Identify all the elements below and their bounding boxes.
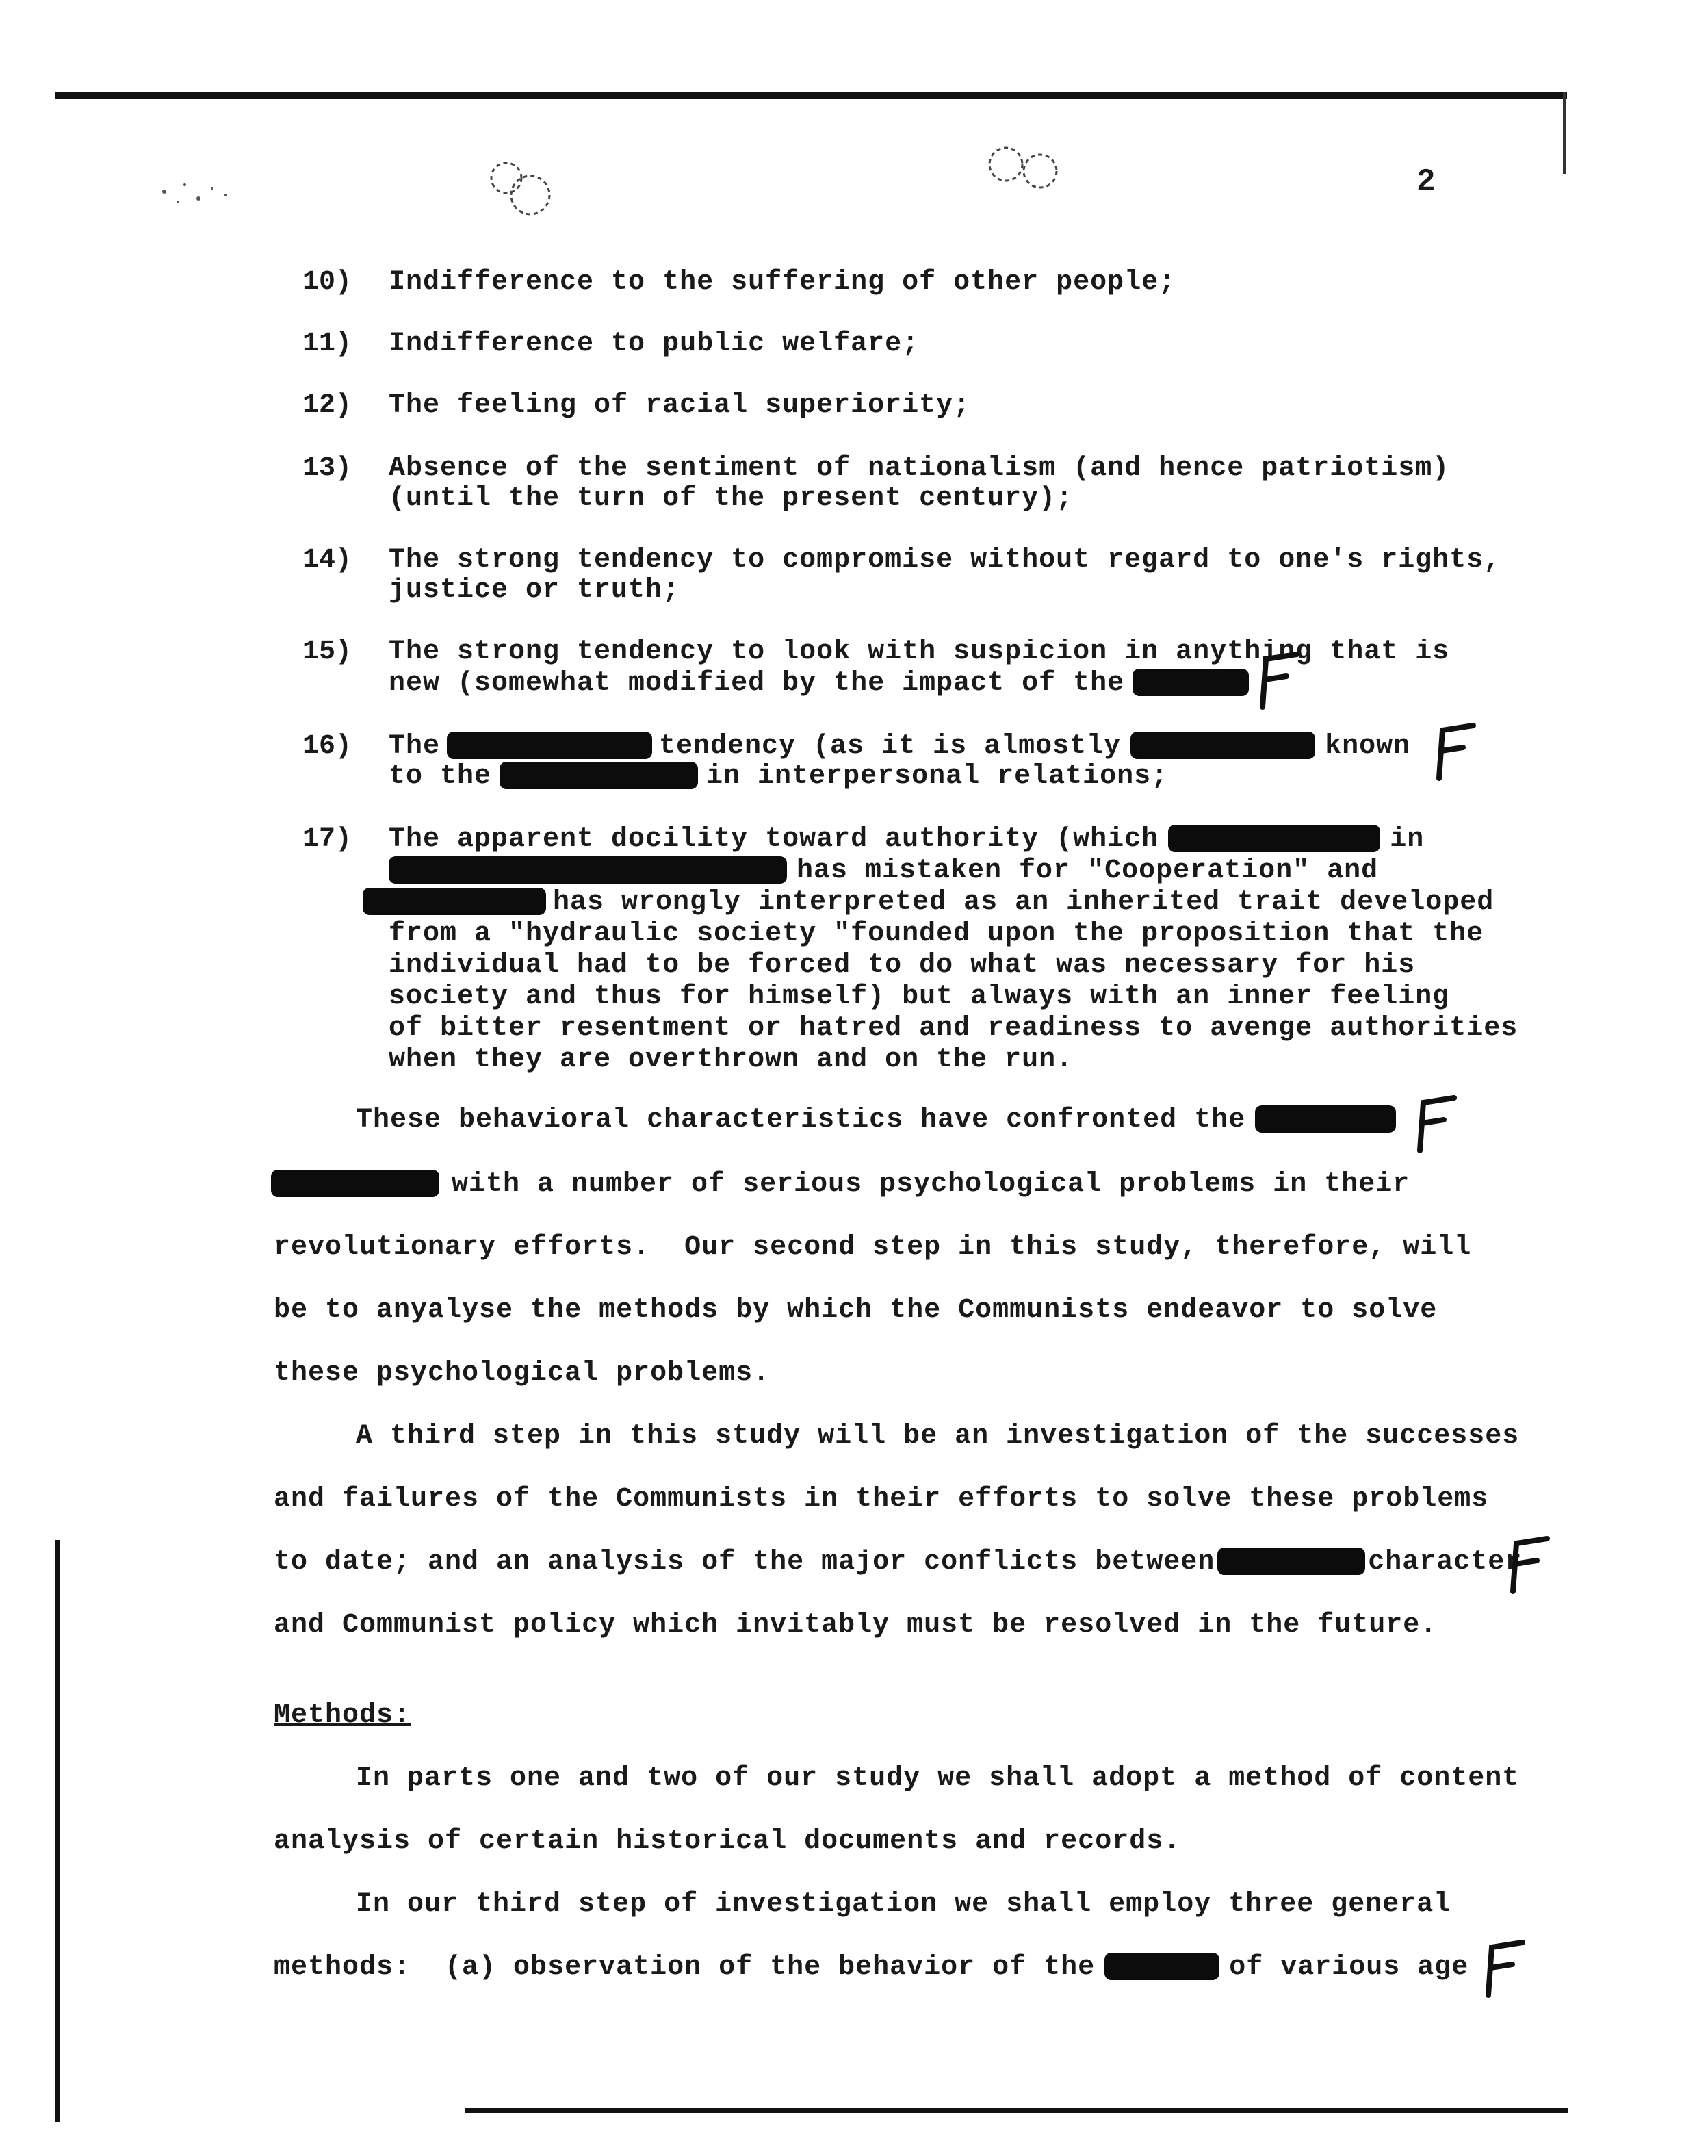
redaction-block — [447, 732, 652, 759]
redaction-block — [363, 888, 546, 915]
list-item-text: Indifference to public welfare; — [389, 329, 920, 359]
redaction-block — [389, 856, 787, 884]
list-item-text — [389, 731, 1410, 762]
handwritten-f-mark — [1478, 1937, 1526, 1999]
list-item-text: The strong tendency to look with suspicion in anything that is — [389, 637, 1450, 667]
paragraph-line — [356, 1105, 1396, 1136]
list-item-fragment: new (somewhat modified by the impact of the — [389, 668, 1125, 699]
redaction-block — [1168, 825, 1380, 852]
paragraph-line — [271, 1169, 1410, 1201]
list-item-fragment: The apparent docility toward authority (which — [389, 824, 1159, 855]
list-item-fragment: in — [1390, 824, 1425, 855]
section-heading: Methods: — [274, 1700, 411, 1731]
handwritten-f-mark — [1410, 1092, 1458, 1154]
handwritten-f-mark — [1429, 720, 1477, 782]
list-item-text: when they are overthrown and on the run. — [389, 1044, 1074, 1075]
list-number: 10) — [302, 267, 352, 298]
list-item-text: justice or truth; — [389, 575, 680, 606]
paragraph-fragment: character — [1368, 1547, 1523, 1578]
paragraph-fragment: of various age — [1229, 1952, 1469, 1983]
list-number: 13) — [302, 453, 352, 484]
left-border-line — [55, 1540, 60, 2122]
list-item-fragment: to the — [389, 761, 492, 792]
list-number: 15) — [302, 637, 352, 667]
redaction-block — [1217, 1548, 1365, 1575]
handwritten-f-mark — [1503, 1533, 1551, 1595]
paragraph-line — [274, 1547, 1522, 1578]
list-item-text — [389, 856, 1378, 887]
list-item-text: Indifference to the suffering of other people; — [389, 267, 1176, 298]
list-item-text: The feeling of racial superiority; — [389, 390, 971, 421]
paragraph-line: be to anyalyse the methods by which the Communists endeavor to solve — [274, 1295, 1438, 1326]
list-item-text — [389, 761, 1168, 793]
paragraph-fragment: methods: (a) observation of the behavior of the — [274, 1952, 1096, 1983]
punch-hole-mark — [472, 151, 568, 226]
paragraph-line: and Communist policy which invitably must be resolved in the future. — [274, 1610, 1438, 1641]
paragraph-fragment: to date; and an analysis of the major conflicts between — [274, 1547, 1215, 1578]
redaction-block — [271, 1170, 439, 1197]
page-number: 2 — [1416, 164, 1436, 200]
list-number: 17) — [302, 824, 352, 855]
paragraph-line — [274, 1952, 1468, 1984]
list-item-text — [363, 887, 1494, 919]
list-number: 16) — [302, 731, 352, 762]
list-item-text: of bitter resentment or hatred and readiness to avenge authorities — [389, 1013, 1518, 1044]
list-item-text: The strong tendency to compromise without regard to one's rights, — [389, 545, 1501, 576]
list-item-text: (until the turn of the present century); — [389, 483, 1074, 514]
paragraph-fragment: These behavioral characteristics have confronted the — [356, 1105, 1246, 1135]
paragraph-line: revolutionary efforts. Our second step in this study, therefore, will — [274, 1232, 1472, 1263]
top-border-line — [55, 92, 1567, 99]
redaction-block — [1130, 732, 1315, 759]
list-item-fragment: The — [389, 731, 441, 762]
paragraph-line: and failures of the Communists in their efforts to solve these problems — [274, 1484, 1489, 1515]
list-item-text — [389, 824, 1424, 856]
list-item-fragment: tendency (as it is almostly — [659, 731, 1122, 762]
bottom-border-line — [465, 2108, 1568, 2113]
scan-noise — [137, 164, 246, 219]
paragraph-line: analysis of certain historical documents and records. — [274, 1826, 1181, 1857]
paragraph-fragment: with a number of serious psychological problems in their — [452, 1169, 1410, 1200]
list-item-text: individual had to be forced to do what was necessary for his — [389, 950, 1416, 981]
list-item-fragment: known — [1325, 731, 1411, 762]
list-item-fragment: has mistaken for "Cooperation" and — [797, 856, 1379, 886]
paragraph-line: In parts one and two of our study we shall adopt a method of content — [356, 1763, 1520, 1794]
list-item-text: Absence of the sentiment of nationalism (and hence patriotism) — [389, 453, 1450, 484]
paragraph-line: In our third step of investigation we shall employ three general — [356, 1889, 1451, 1920]
right-edge-mark — [1563, 92, 1566, 174]
redaction-block — [1104, 1953, 1219, 1980]
punch-hole-mark — [972, 137, 1081, 205]
list-item-text: society and thus for himself) but always with an inner feeling — [389, 981, 1450, 1012]
list-number: 11) — [302, 329, 352, 359]
list-number: 14) — [302, 545, 352, 576]
list-number: 12) — [302, 390, 352, 421]
list-item-fragment: in interpersonal relations; — [706, 761, 1169, 792]
paragraph-line: these psychological problems. — [274, 1358, 771, 1389]
list-item-text: from a "hydraulic society "founded upon the proposition that the — [389, 919, 1484, 949]
handwritten-f-mark — [1252, 649, 1300, 710]
redaction-block — [1133, 669, 1249, 696]
redaction-block — [1255, 1105, 1396, 1133]
list-item-fragment: has wrongly interpreted as an inherited trait developed — [553, 887, 1494, 918]
paragraph-line: A third step in this study will be an investigation of the successes — [356, 1421, 1520, 1452]
redaction-block — [500, 762, 698, 789]
list-item-text — [389, 668, 1249, 700]
